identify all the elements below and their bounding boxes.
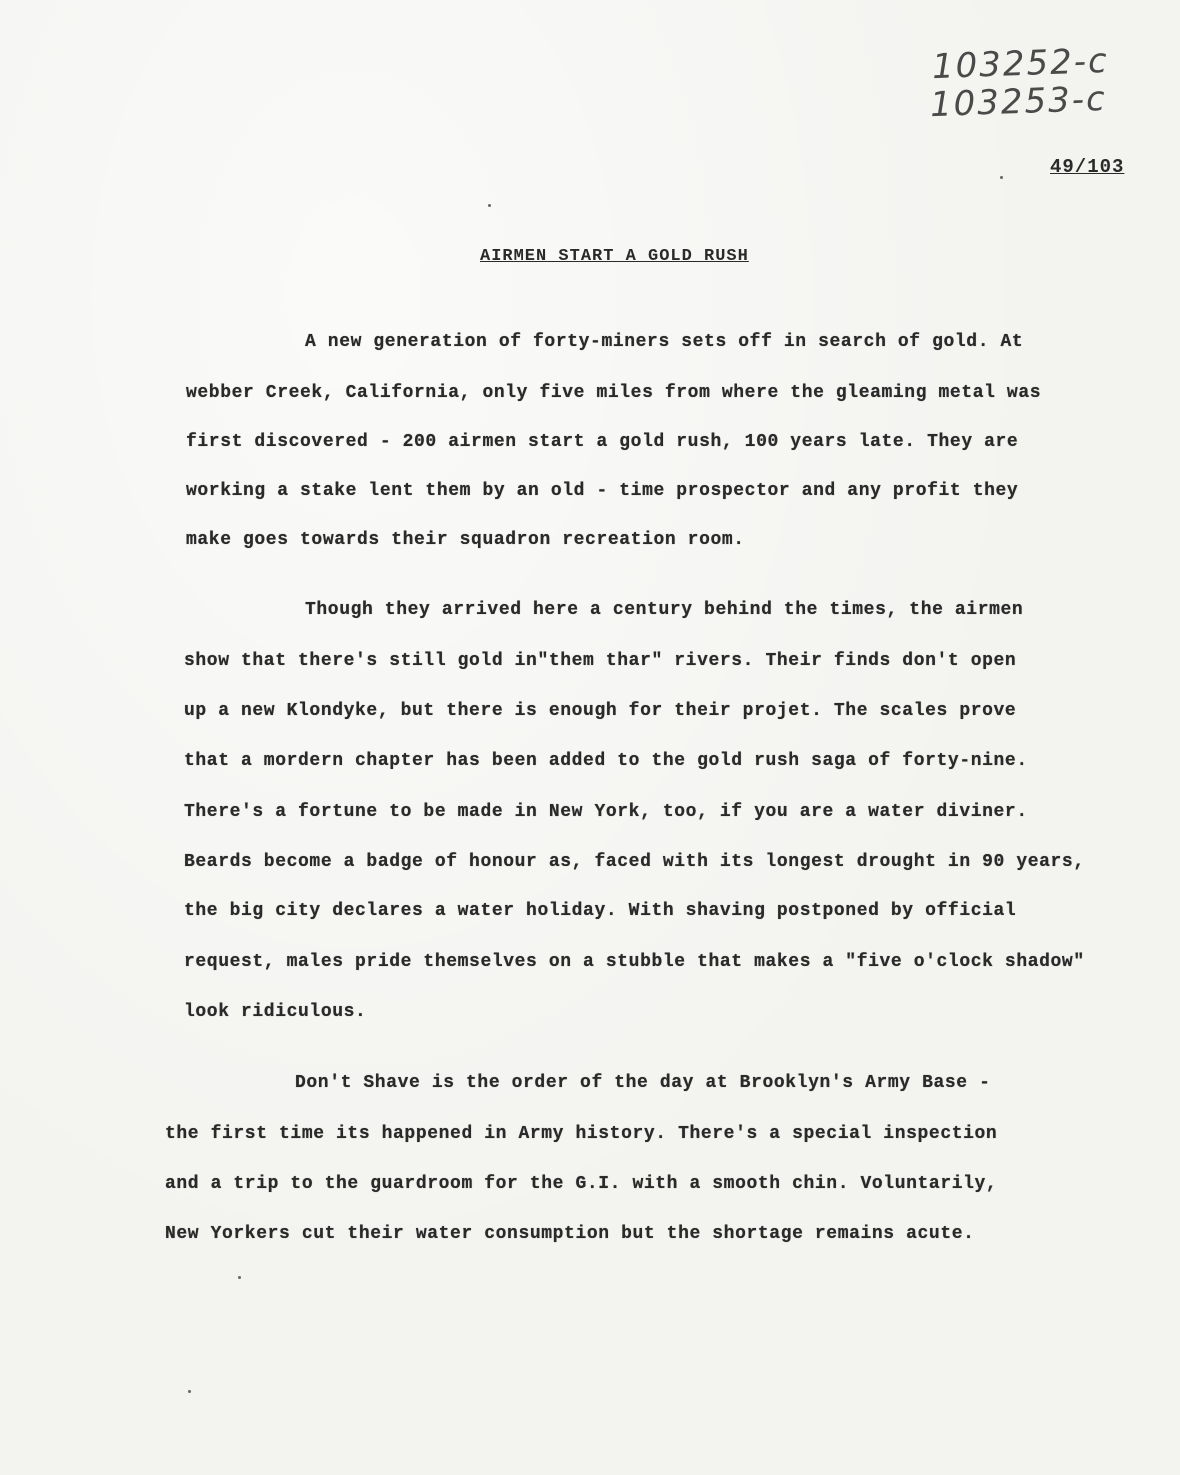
- paper-speck: [488, 204, 491, 207]
- paragraph-2-line-6: Beards become a badge of honour as, faced with its longest drought in 90 years,: [184, 852, 1085, 872]
- paragraph-1-line-1: A new generation of forty-miners sets off in search of gold. At: [305, 332, 1024, 352]
- paragraph-2-line-7: the big city declares a water holiday. With shaving postponed by official: [184, 901, 1017, 921]
- paragraph-2-line-1: Though they arrived here a century behind the times, the airmen: [305, 600, 1024, 620]
- paragraph-1-line-4: working a stake lent them by an old - time prospector and any profit they: [186, 481, 1019, 501]
- paragraph-3-line-3: and a trip to the guardroom for the G.I. with a smooth chin. Voluntarily,: [165, 1174, 998, 1194]
- paragraph-2-line-3: up a new Klondyke, but there is enough for their projet. The scales prove: [184, 701, 1017, 721]
- paragraph-2-line-9: look ridiculous.: [184, 1002, 367, 1022]
- paper-speck: [188, 1390, 191, 1393]
- paragraph-2-line-4: that a mordern chapter has been added to the gold rush saga of forty-nine.: [184, 751, 1028, 771]
- paragraph-3-line-1: Don't Shave is the order of the day at Brooklyn's Army Base -: [295, 1073, 991, 1093]
- paragraph-2-line-8: request, males pride themselves on a stubble that makes a "five o'clock shadow": [184, 952, 1085, 972]
- paper-speck: [1000, 176, 1003, 179]
- paragraph-1-line-2: webber Creek, California, only five miles from where the gleaming metal was: [186, 383, 1042, 403]
- handwritten-reference-2: 103253-c: [929, 78, 1108, 126]
- paragraph-1-line-5: make goes towards their squadron recreation room.: [186, 530, 745, 550]
- paragraph-3-line-4: New Yorkers cut their water consumption but the shortage remains acute.: [165, 1224, 975, 1244]
- document-title: AIRMEN START A GOLD RUSH: [480, 247, 749, 266]
- handwritten-reference-1: 103252-c: [931, 40, 1110, 88]
- page-number: 49/103: [1050, 156, 1125, 178]
- paragraph-2-line-2: show that there's still gold in"them thar" rivers. Their finds don't open: [184, 651, 1017, 671]
- paragraph-3-line-2: the first time its happened in Army history. There's a special inspection: [165, 1124, 998, 1144]
- paragraph-1-line-3: first discovered - 200 airmen start a gold rush, 100 years late. They are: [186, 432, 1019, 452]
- paragraph-2-line-5: There's a fortune to be made in New York, too, if you are a water diviner.: [184, 802, 1028, 822]
- paper-speck: [238, 1276, 241, 1279]
